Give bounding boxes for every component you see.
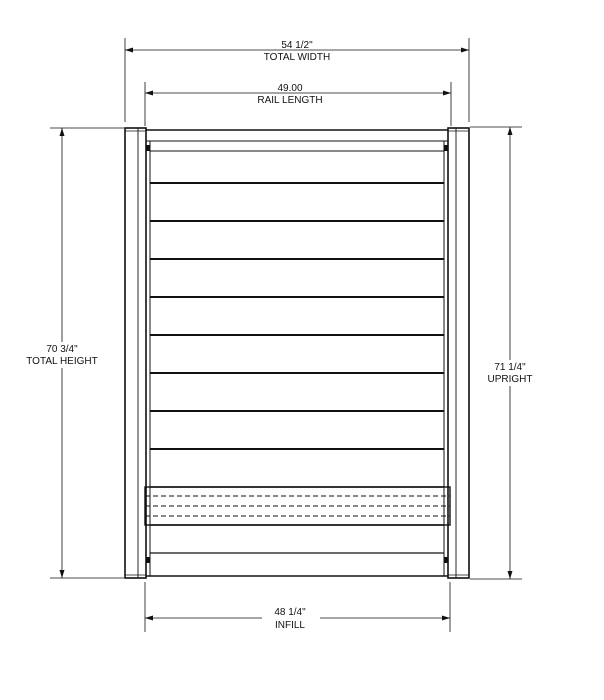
left-post [125,128,146,578]
infill-value: 48 1/4" [274,607,306,618]
rail-brackets [146,145,448,563]
rail-length-label: RAIL LENGTH [257,95,323,106]
total-width-value: 54 1/2" [281,40,313,51]
infill-label: INFILL [274,620,306,631]
horizontal-boards [150,151,444,553]
upright-value: 71 1/4" [494,362,526,373]
infill-dimension [145,582,450,633]
rail-length-value: 49.00 [277,83,303,94]
right-post [448,128,469,578]
total-width-dimension [125,38,469,122]
rail-length-dimension [145,82,451,126]
total-height-value: 70 3/4" [46,344,78,355]
total-height-label: TOTAL HEIGHT [26,356,98,367]
bottom-rail [145,487,450,525]
total-height-dimension [16,128,124,578]
total-width-label: TOTAL WIDTH [263,52,331,63]
infill-frame [146,130,448,576]
upright-label: UPRIGHT [487,374,533,385]
upright-dimension [470,127,540,579]
